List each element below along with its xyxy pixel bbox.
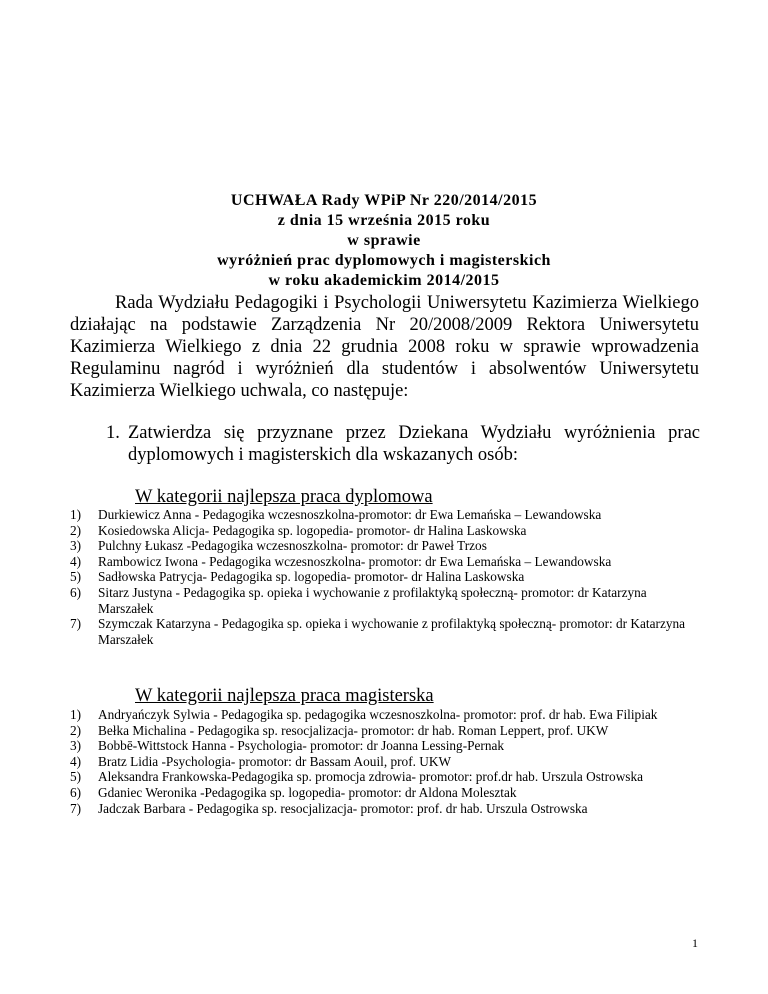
category-diploma-heading: W kategorii najlepsza praca dyplomowa [135, 487, 433, 507]
list-item-number: 4) [70, 553, 82, 569]
list-item-text: Kosiedowska Alicja- Pedagogika sp. logopedia- promotor- dr Halina Laskowska [98, 522, 527, 538]
list-item [70, 585, 700, 616]
list-item-number: 6) [70, 584, 82, 600]
list-item-number: 4) [70, 753, 82, 769]
list-item [70, 707, 700, 723]
list-item-number: 1) [70, 707, 82, 722]
list-item-number: 2) [70, 522, 82, 538]
list-item [70, 523, 700, 539]
list-item [70, 769, 700, 785]
list-item [70, 801, 700, 817]
intro-paragraph: Rada Wydziału Pedagogiki i Psychologii Uniwersytetu Kazimierza Wielkiego działając na podstawie Zarządzenia Nr 20/2008/2009 Rektora Uniwersytetu Kazimierza Wielkiego z dnia 22 grudnia 2008 roku w sprawie wprowadzenia Regulaminu nagród i wyróżnień dla studentów i absolwentów Uniwersytetu Kazimierza Wielkiego uchwala, co następuje: [70, 293, 699, 401]
list-item [70, 616, 700, 647]
list-item-text: Sitarz Justyna - Pedagogika sp. opieka i wychowanie z profilaktyką społeczną- promotor: dr Katarzyna Marszałek [98, 584, 647, 616]
list-item [70, 554, 700, 570]
list-item-text: Bełka Michalina - Pedagogika sp. resocjalizacja- promotor: dr hab. Roman Leppert, prof. UKW [98, 722, 609, 738]
title-line-regarding: w sprawie [347, 232, 421, 249]
list-item-number: 5) [70, 569, 82, 585]
list-item-text: Gdaniec Weronika -Pedagogika sp. logopedia- promotor: dr Aldona Molesztak [98, 784, 517, 800]
list-item-text: Bratz Lidia -Psychologia- promotor: dr Bassam Aouil, prof. UKW [98, 753, 452, 769]
list-item-text: Aleksandra Frankowska-Pedagogika sp. promocja zdrowia- promotor: prof.dr hab. Urszula Ostrowska [98, 769, 644, 785]
title-line-date: z dnia 15 września 2015 roku [277, 212, 491, 229]
list-item [70, 723, 700, 739]
list-item-text: Szymczak Katarzyna - Pedagogika sp. opieka i wychowanie z profilaktyką społeczną- promotor: dr Katarzyna Marszałek [98, 616, 686, 647]
list-item [70, 507, 700, 523]
list-item-number: 6) [70, 784, 82, 800]
diploma-awards-list [70, 507, 700, 647]
list-item-number: 7) [70, 800, 82, 816]
list-item-number: 3) [70, 538, 82, 554]
list-item-number: 2) [70, 722, 82, 738]
list-item-number: 1) [70, 507, 82, 522]
list-item-text: Andryańczyk Sylwia - Pedagogika sp. pedagogika wczesnoszkolna- promotor: prof. dr hab. Ewa Filipiak [98, 707, 658, 722]
list-item [70, 569, 700, 585]
list-item-text: Durkiewicz Anna - Pedagogika wczesnoszkolna-promotor: dr Ewa Lemańska – Lewandowska [98, 507, 602, 522]
title-line-year: w roku akademickim 2014/2015 [268, 272, 500, 289]
list-item-text: Sadłowska Patrycja- Pedagogika sp. logopedia- promotor- dr Halina Laskowska [98, 569, 525, 585]
list-item-text: Rambowicz Iwona - Pedagogika wczesnoszkolna- promotor: dr Ewa Lemańska – Lewandowska [98, 553, 612, 569]
point-1-number: 1. [106, 423, 120, 443]
list-item-text: Pulchny Łukasz -Pedagogika wczesnoszkolna- promotor: dr Paweł Trzos [98, 538, 487, 554]
title-line-resolution: UCHWAŁA Rady WPiP Nr 220/2014/2015 [230, 192, 538, 209]
point-1-text: Zatwierdza się przyznane przez Dziekana Wydziału wyróżnienia prac dyplomowych i magisterskich dla wskazanych osób: [128, 423, 700, 465]
list-item-number: 7) [70, 616, 82, 632]
list-item [70, 738, 700, 754]
list-item [70, 754, 700, 770]
list-item-text: Jadczak Barbara - Pedagogika sp. resocjalizacja- promotor: prof. dr hab. Urszula Ostrowska [98, 800, 588, 816]
category-master-heading: W kategorii najlepsza praca magisterska [135, 686, 434, 706]
title-line-subject: wyróżnień prac dyplomowych i magisterskich [217, 252, 551, 269]
list-item [70, 785, 700, 801]
list-item-text: Bobbē-Wittstock Hanna - Psychologia- promotor: dr Joanna Lessing-Pernak [98, 738, 505, 754]
point-1 [106, 422, 700, 466]
page-number: 1 [692, 936, 698, 950]
master-awards-list [70, 707, 700, 816]
list-item [70, 538, 700, 554]
document-title [0, 191, 768, 291]
list-item-number: 3) [70, 738, 82, 754]
list-item-number: 5) [70, 769, 82, 785]
